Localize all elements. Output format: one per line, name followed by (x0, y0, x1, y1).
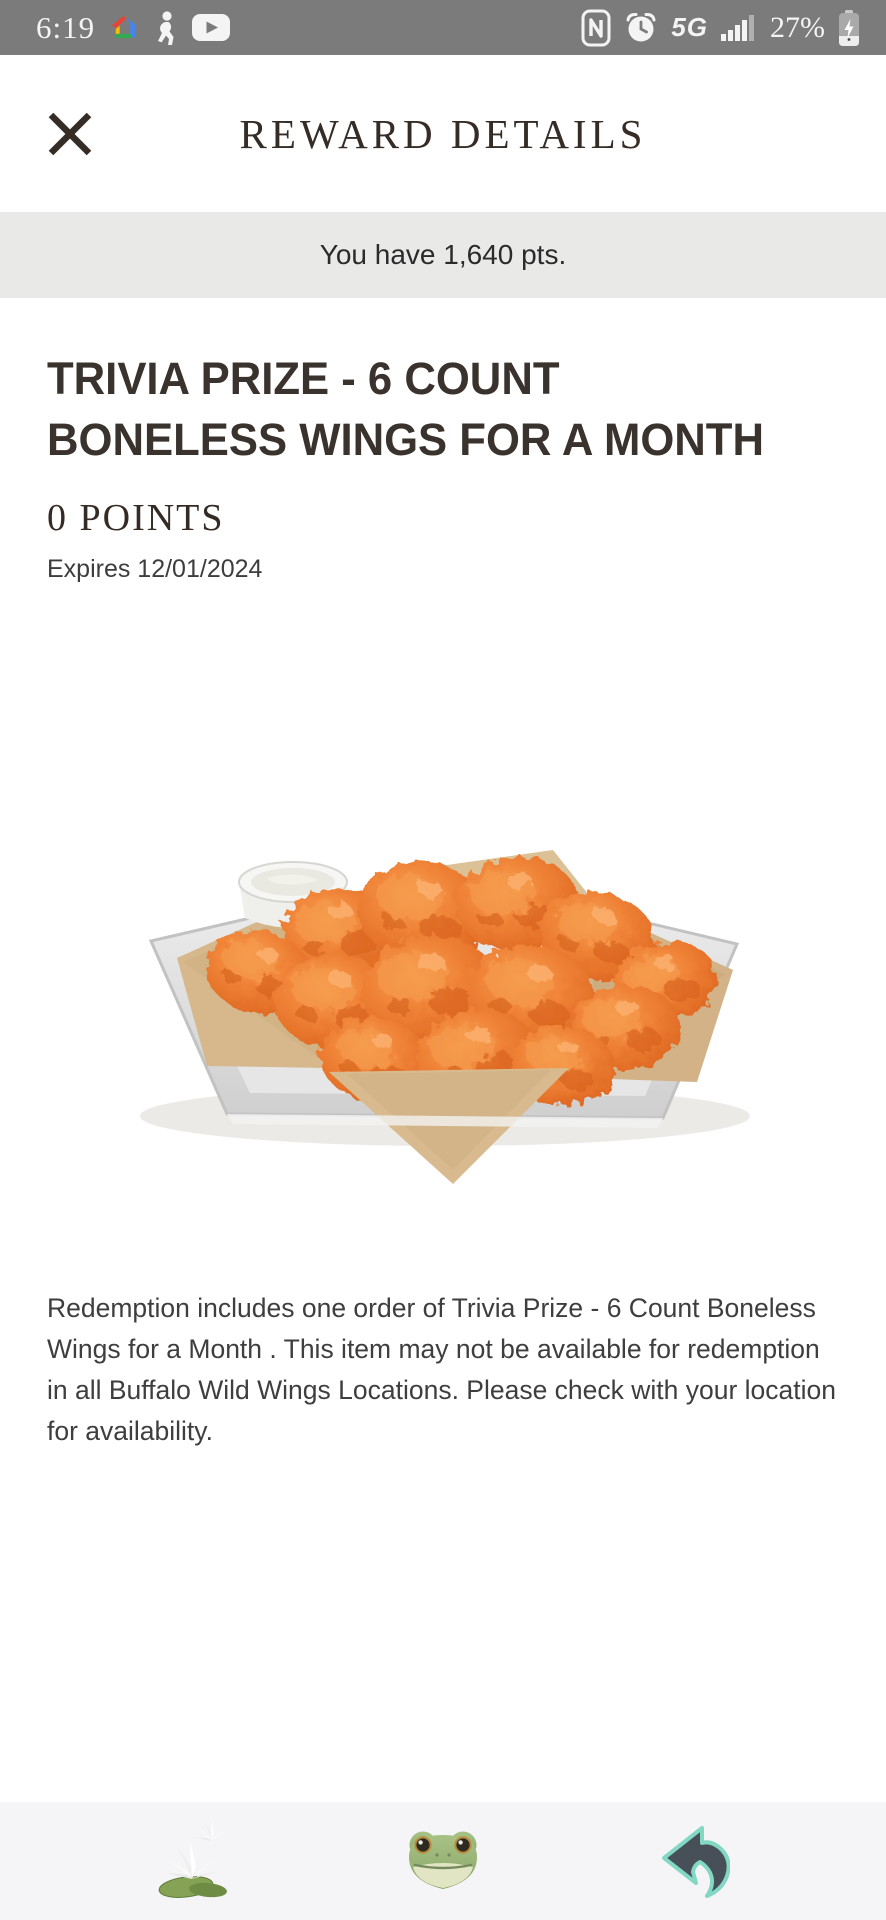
back-arrow-icon (654, 1820, 730, 1902)
status-bar-left (36, 10, 230, 46)
android-navigation-bar (0, 1802, 886, 1920)
network-type-text: 5G (671, 12, 708, 42)
water-lily-recents-icon (152, 1819, 236, 1903)
alarm-icon (624, 11, 658, 45)
nfc-icon (581, 9, 611, 47)
reward-title-line-2: BONELESS WINGS FOR A MONTH (47, 414, 764, 465)
status-bar-right (581, 9, 860, 47)
reward-description: Redemption includes one order of Trivia Prize - 6 Count Boneless Wings for a Month . This item may not be available for redemption in all Buffalo Wild Wings Locations. Please check with your location for availability. (47, 1293, 837, 1446)
reward-points-cost: 0 POINTS (47, 497, 225, 539)
status-bar (0, 0, 886, 55)
reward-content (0, 348, 886, 1452)
battery-percent-text: 27% (770, 10, 825, 44)
home-button[interactable] (401, 1819, 485, 1903)
reward-title-line-1: TRIVIA PRIZE - 6 COUNT (47, 353, 560, 404)
clock-text: 6:19 (36, 9, 96, 45)
youtube-icon (192, 14, 230, 41)
signal-strength-icon (721, 14, 757, 42)
reward-product-image (85, 636, 801, 1188)
walking-figure-icon (152, 10, 179, 46)
page-title: REWARD DETAILS (239, 110, 647, 157)
reward-title (47, 348, 839, 470)
reward-expiration: Expires 12/01/2024 (47, 555, 263, 583)
battery-charging-icon (838, 10, 860, 46)
reward-details-header (0, 55, 886, 212)
points-balance-bar (0, 212, 886, 298)
boneless-wings-photo (85, 636, 801, 1188)
points-balance-text: You have 1,640 pts. (319, 239, 567, 270)
frog-home-icon (401, 1819, 485, 1903)
recents-button[interactable] (152, 1819, 236, 1903)
back-button[interactable] (650, 1819, 734, 1903)
google-home-icon (108, 12, 139, 43)
